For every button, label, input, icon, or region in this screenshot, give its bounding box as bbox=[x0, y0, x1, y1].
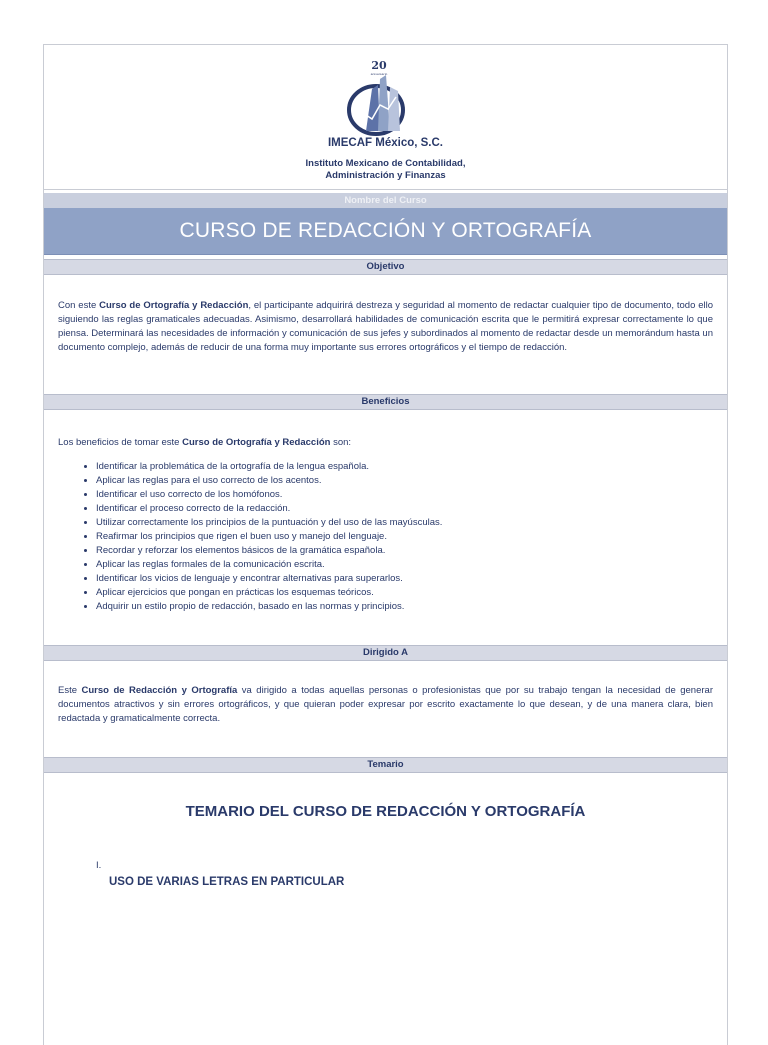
course-title: CURSO DE REDACCIÓN Y ORTOGRAFÍA bbox=[44, 208, 727, 255]
list-item: • Utilizar correctamente los principios de la puntuación y del uso de las mayúsculas. bbox=[96, 516, 713, 530]
header bbox=[44, 45, 727, 190]
section-dirigido bbox=[44, 661, 727, 757]
section-header-beneficios: Beneficios bbox=[44, 394, 727, 410]
section-beneficios bbox=[44, 410, 727, 645]
list-item: • Reafirmar los principios que rigen el buen uso y manejo del lenguaje. bbox=[96, 530, 713, 544]
dirigido-text: Este Curso de Redacción y Ortografía va dirigido a todas aquellas personas o profesionistas que por su trabajo tengan la necesidad de generar documentos atractivos y sin errores ortográficos, y que quieran poder expresar por escrito exactamente lo que desean, y de una manera clara, bien redactada y gramaticalmente correcta. bbox=[58, 685, 713, 724]
list-item: • Identificar los vicios de lenguaje y encontrar alternativas para superarlos. bbox=[96, 572, 713, 586]
org-subtitle bbox=[44, 158, 727, 182]
list-item: • Aplicar ejercicios que pongan en prácticas los esquemas teóricos. bbox=[96, 586, 713, 600]
section-objetivo bbox=[44, 275, 727, 394]
org-name: IMECAF México, S.C. bbox=[327, 137, 444, 149]
svg-text:aniversario: aniversario bbox=[370, 72, 388, 76]
list-item: • Adquirir un estilo propio de redacción, basado en las normas y principios. bbox=[96, 600, 713, 614]
topic-title: USO DE VARIAS LETRAS EN PARTICULAR bbox=[109, 876, 345, 888]
logo-number: 20 bbox=[371, 59, 387, 72]
list-item: • Recordar y reforzar los elementos básicos de la gramática española. bbox=[96, 544, 713, 558]
section-header-dirigido: Dirigido A bbox=[44, 645, 727, 661]
beneficios-list bbox=[58, 460, 713, 614]
temario-title: TEMARIO DEL CURSO DE REDACCIÓN Y ORTOGRAFÍA bbox=[185, 803, 586, 820]
topic-number: I. bbox=[96, 860, 102, 871]
list-item: • Aplicar las reglas para el uso correcto de los acentos. bbox=[96, 474, 713, 488]
section-header-objetivo: Objetivo bbox=[44, 259, 727, 275]
org-subtitle-line1: Instituto Mexicano de Contabilidad, bbox=[305, 158, 466, 169]
beneficios-intro: Los beneficios de tomar este Curso de Ortografía y Redacción son: bbox=[58, 437, 352, 448]
section-header-temario: Temario bbox=[44, 757, 727, 773]
section-temario bbox=[44, 773, 727, 889]
list-item: • Identificar el proceso correcto de la redacción. bbox=[96, 502, 713, 516]
org-subtitle-line2: Administración y Finanzas bbox=[325, 170, 446, 181]
list-item: • Aplicar las reglas formales de la comunicación escrita. bbox=[96, 558, 713, 572]
list-item: • Identificar la problemática de la ortografía de la lengua española. bbox=[96, 460, 713, 474]
course-name-label: Nombre del Curso bbox=[44, 193, 727, 208]
course-document bbox=[43, 44, 728, 1045]
imecaf-logo bbox=[342, 57, 416, 141]
list-item: • Identificar el uso correcto de los homófonos. bbox=[96, 488, 713, 502]
objetivo-text: Con este Curso de Ortografía y Redacción, el participante adquirirá destreza y seguridad al momento de redactar cualquier tipo de documento, todo ello siguiendo las reglas gramaticales adecuadas. Asimismo, desarrollará habilidades de comunicación escrita que le permitirá expresar correctamente lo que piensa. Determinará las necesidades de información y comunicación de sus jefes y subordinados al momento de redactar desde un memorándum hasta un documento complejo, además de reducir de una forma muy importante sus errores ortográficos y el tiempo de redacción. bbox=[58, 300, 714, 353]
